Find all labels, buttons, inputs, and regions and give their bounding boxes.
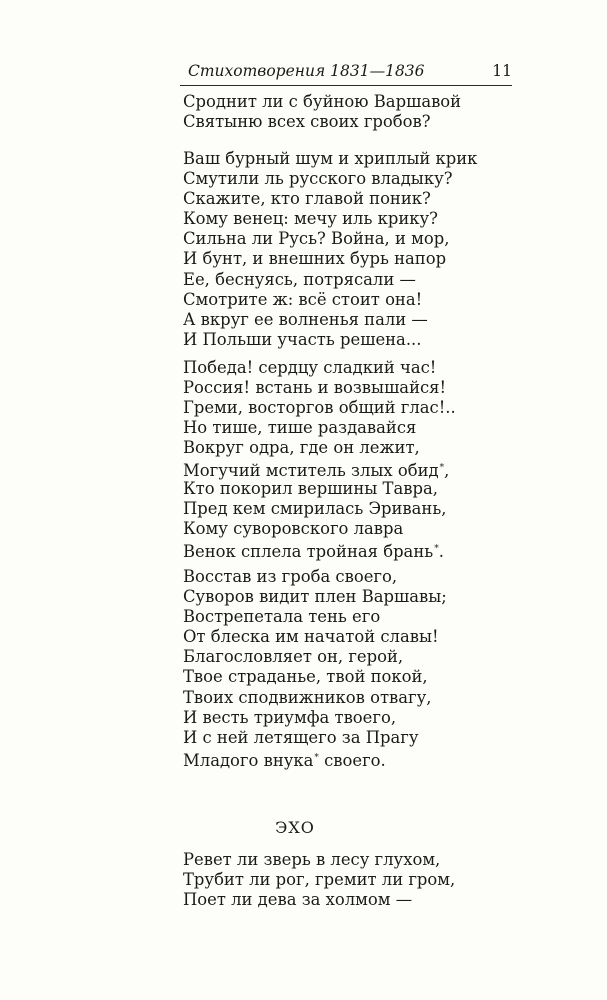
verse-line bbox=[183, 209, 477, 229]
verse-line bbox=[183, 667, 447, 687]
verse-line bbox=[183, 358, 456, 378]
verse-line bbox=[183, 169, 477, 189]
verse-line bbox=[183, 850, 455, 870]
verse-line bbox=[183, 688, 447, 708]
verse-text: Скажите, кто главой поник? bbox=[183, 189, 431, 209]
verse-line bbox=[183, 249, 477, 269]
verse-text: Ее, беснуясь, потрясали — bbox=[183, 269, 416, 289]
verse-line bbox=[183, 519, 456, 539]
verse-text: Ваш бурный шум и хриплый крик bbox=[183, 149, 478, 168]
verse-text: Россия! встань и возвышайся! bbox=[183, 378, 447, 398]
verse-text: Суворов видит плен Варшавы; bbox=[183, 587, 447, 607]
verse-line bbox=[183, 149, 477, 169]
footnote-marker: * bbox=[434, 543, 439, 554]
verse-line bbox=[183, 378, 456, 398]
verse-text: Трубит ли рог, гремит ли гром, bbox=[183, 870, 456, 890]
verse-text-tail: . bbox=[438, 541, 444, 561]
verse-line bbox=[183, 627, 447, 647]
verse-line bbox=[183, 418, 456, 438]
verse-line bbox=[183, 310, 477, 330]
verse-text: Пред кем смирилась Эривань, bbox=[183, 498, 447, 518]
verse-line bbox=[183, 112, 461, 132]
verse-text: А вкруг ее волненья пали — bbox=[183, 309, 428, 329]
verse-line bbox=[183, 567, 447, 587]
verse-line bbox=[183, 708, 447, 728]
verse-text: Кому венец: мечу иль крику? bbox=[183, 209, 438, 229]
verse-line bbox=[183, 438, 456, 458]
verse-line bbox=[183, 499, 456, 519]
verse-line bbox=[183, 270, 477, 290]
verse-line bbox=[183, 330, 477, 350]
verse-text: И весть триумфа твоего, bbox=[183, 707, 397, 727]
verse-text: Победа! сердцу сладкий час! bbox=[183, 358, 437, 377]
verse-text: И бунт, и внешних бурь напор bbox=[183, 249, 447, 269]
verse-line bbox=[183, 728, 447, 748]
verse-line bbox=[183, 539, 456, 559]
verse-text: Поет ли дева за холмом — bbox=[183, 890, 413, 910]
verse-text: И с ней летящего за Прагу bbox=[183, 727, 419, 747]
verse-line bbox=[183, 290, 477, 310]
page-number: 11 bbox=[492, 62, 512, 80]
poem-opening-lines bbox=[183, 850, 455, 910]
footnote-marker: * bbox=[314, 752, 319, 763]
verse-line bbox=[183, 890, 455, 910]
verse-text: Кто покорил вершины Тавра, bbox=[183, 478, 438, 498]
verse-text-tail: , bbox=[444, 461, 450, 481]
verse-line bbox=[183, 189, 477, 209]
stanza bbox=[183, 149, 477, 350]
stanza bbox=[183, 358, 456, 559]
verse-text: Восстав из гроба своего, bbox=[183, 567, 398, 586]
verse-line bbox=[183, 748, 447, 768]
poem-title: ЭХО bbox=[275, 818, 315, 837]
verse-text: Сильна ли Русь? Война, и мор, bbox=[183, 229, 450, 249]
running-title: Стихотворения 1831—1836 bbox=[188, 62, 425, 80]
verse-line bbox=[183, 229, 477, 249]
verse-text: Вострепетала тень его bbox=[183, 607, 381, 627]
verse-text: Твое страданье, твой покой, bbox=[183, 667, 428, 687]
stanza bbox=[183, 92, 461, 132]
verse-line bbox=[183, 92, 461, 112]
verse-text: Младого внука bbox=[183, 750, 314, 770]
verse-text: От блеска им начатой славы! bbox=[183, 627, 439, 647]
verse-text: Венок сплела тройная брань bbox=[183, 541, 434, 561]
verse-text: Смутили ль русского владыку? bbox=[183, 169, 453, 189]
verse-text: Вокруг одра, где он лежит, bbox=[183, 438, 420, 458]
verse-text: Благословляет он, герой, bbox=[183, 647, 404, 667]
verse-text: Сроднит ли с буйною Варшавой bbox=[183, 92, 462, 111]
verse-line bbox=[183, 587, 447, 607]
verse-text: Могучий мститель злых обид bbox=[183, 461, 439, 481]
running-header bbox=[180, 62, 512, 86]
footnote-marker: * bbox=[439, 463, 445, 474]
verse-line bbox=[183, 607, 447, 627]
stanza bbox=[183, 567, 447, 768]
verse-text: Греми, восторгов общий глас!.. bbox=[183, 398, 456, 418]
verse-line bbox=[183, 458, 456, 481]
verse-line bbox=[183, 398, 456, 418]
verse-text: Святыню всех своих гробов? bbox=[183, 112, 431, 132]
verse-text: Смотрите ж: всё стоит она! bbox=[183, 289, 423, 309]
verse-text-tail: своего. bbox=[318, 750, 386, 770]
verse-line bbox=[183, 870, 455, 890]
verse-line bbox=[183, 647, 447, 667]
verse-text: И Польши участь решена... bbox=[183, 329, 422, 349]
verse-text: Ревет ли зверь в лесу глухом, bbox=[183, 850, 441, 869]
verse-line bbox=[183, 479, 456, 499]
verse-text: Кому суворовского лавра bbox=[183, 518, 404, 538]
verse-text: Но тише, тише раздавайся bbox=[183, 418, 417, 438]
verse-text: Твоих сподвижников отвагу, bbox=[183, 687, 432, 707]
